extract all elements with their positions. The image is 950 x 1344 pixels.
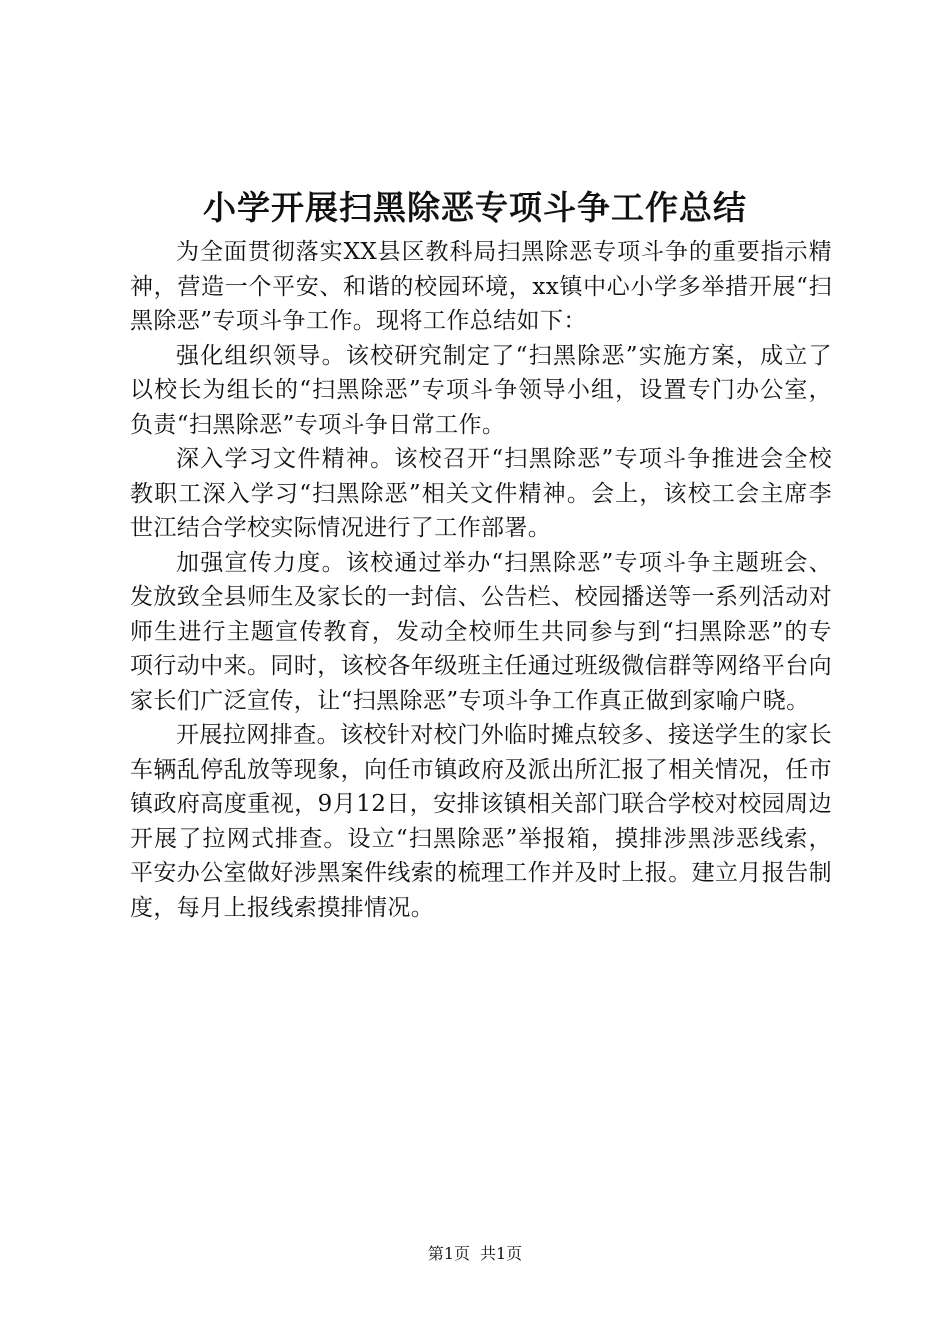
page-number: 第1页 — [427, 1244, 470, 1263]
paragraph-intro: 为全面贯彻落实XX县区教科局扫黑除恶专项斗争的重要指示精神，营造一个平安、和谐的校园环境，xx镇中心小学多举措开展“扫黑除恶”专项斗争工作。现将工作总结如下： — [130, 239, 832, 334]
document-body — [130, 235, 832, 925]
paragraph-organization: 强化组织领导。该校研究制定了“扫黑除恶”实施方案，成立了以校长为组长的“扫黑除恶”专项斗争领导小组，设置专门办公室，负责“扫黑除恶”专项斗争日常工作。 — [130, 342, 832, 438]
paragraph-publicity: 加强宣传力度。该校通过举办“扫黑除恶”专项斗争主题班会、发放致全县师生及家长的一封信、公告栏、校园播送等一系列活动对师生进行主题宣传教育，发动全校师生共同参与到“扫黑除恶”的专项行动中来。同时，该校各年级班主任通过班级微信群等网络平台向家长们广泛宣传，让“扫黑除恶”专项斗争工作真正做到家喻户晓。 — [130, 549, 832, 714]
page-footer — [0, 1243, 950, 1265]
page-total: 共1页 — [480, 1244, 523, 1263]
paragraph-study: 深入学习文件精神。该校召开“扫黑除恶”专项斗争推进会全校教职工深入学习“扫黑除恶”相关文件精神。会上，该校工会主席李世江结合学校实际情况进行了工作部署。 — [130, 446, 832, 541]
document-title: 小学开展扫黑除恶专项斗争工作总结 — [203, 188, 747, 227]
paragraph-inspection: 开展拉网排查。该校针对校门外临时摊点较多、接送学生的家长车辆乱停乱放等现象，向任市镇政府及派出所汇报了相关情况，任市镇政府高度重视，9月12日，安排该镇相关部门联合学校对校园周边开展了拉网式排查。设立“扫黑除恶”举报箱，摸排涉黑涉恶线索，平安办公室做好涉黑案件线索的梳理工作并及时上报。建立月报告制度，每月上报线索摸排情况。 — [130, 722, 832, 921]
